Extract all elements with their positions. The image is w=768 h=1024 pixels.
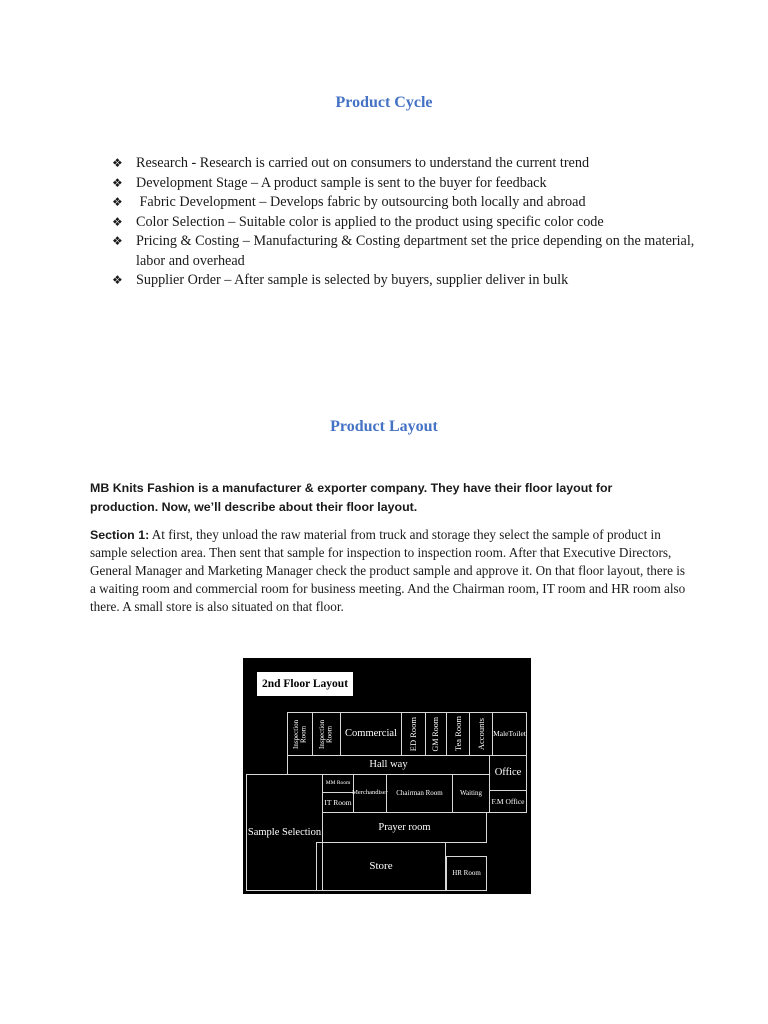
merchandiser-room: Merchandiser (353, 774, 387, 813)
male-toilet: MaleToilet (492, 712, 527, 756)
sample-selection-area: Sample Selection (246, 774, 323, 891)
diamond-bullet-icon: ❖ (112, 234, 123, 248)
mm-room: MM Room (322, 774, 354, 793)
floor-plan-diagram (243, 658, 531, 894)
hr-room: HR Room (446, 856, 487, 891)
gm-room: GM Room (425, 712, 447, 756)
floor-plan-title: 2nd Floor Layout (257, 672, 353, 696)
intro-paragraph: MB Knits Fashion is a manufacturer & exporter company. They have their floor layout for production. Now, we’ll describe about their floor layout. (90, 481, 613, 514)
list-item: ❖ Fabric Development – Develops fabric by outsourcing both locally and abroad (110, 193, 710, 213)
fm-office: F.M Office (489, 790, 527, 813)
waiting-room: Waiting (452, 774, 490, 813)
diamond-bullet-icon: ❖ (112, 214, 123, 229)
tea-room: Tea Room (446, 712, 470, 756)
inspection-room-2: Inspection Room (312, 712, 341, 756)
diamond-bullet-icon: ❖ (112, 175, 123, 190)
diamond-bullet-icon: ❖ (112, 156, 123, 170)
accounts-room: Accounts (469, 712, 493, 756)
product-cycle-heading: Product Cycle (335, 94, 433, 111)
prayer-room: Prayer room (322, 812, 487, 843)
store-room: Store (316, 842, 446, 891)
list-item: ❖ Pricing & Costing – Manufacturing & Costing department set the price depending on the material, labor and overhead (112, 233, 695, 269)
product-layout-heading: Product Layout (330, 418, 438, 435)
list-item: ❖ Color Selection – Suitable color is applied to the product using specific color code (110, 213, 710, 233)
section-text: At first, they unload the raw material from truck and storage they select the sample of product in sample selection area. Then sent that sample for inspection to inspection room. After that Executive Directors, General Manager and Marketing Manager check the product sample and approve it. On that floor layout, there is a waiting room and commercial room for business meeting. And the Chairman room, IT room and HR room also there. A small store is also situated on that floor. (90, 527, 686, 614)
section-label: Section 1: (90, 528, 150, 542)
ed-room: ED Room (401, 712, 426, 756)
it-room: IT Room (322, 792, 354, 813)
product-cycle-list (110, 154, 710, 291)
chairman-room: Chairman Room (386, 774, 453, 813)
list-item: ❖ Supplier Order – After sample is selected by buyers, supplier deliver in bulk (110, 271, 710, 291)
diamond-bullet-icon: ❖ (112, 273, 123, 287)
list-item: ❖ Development Stage – A product sample is sent to the buyer for feedback (110, 174, 710, 194)
list-item: ❖ Research - Research is carried out on consumers to understand the current trend (110, 154, 710, 174)
diamond-bullet-icon: ❖ (112, 195, 123, 209)
office-room: Office (489, 755, 527, 791)
inspection-room-1: Inspection Room (287, 712, 313, 756)
hallway: Hall way (287, 755, 490, 775)
commercial-room: Commercial (340, 712, 402, 756)
section-1-paragraph (90, 526, 690, 616)
